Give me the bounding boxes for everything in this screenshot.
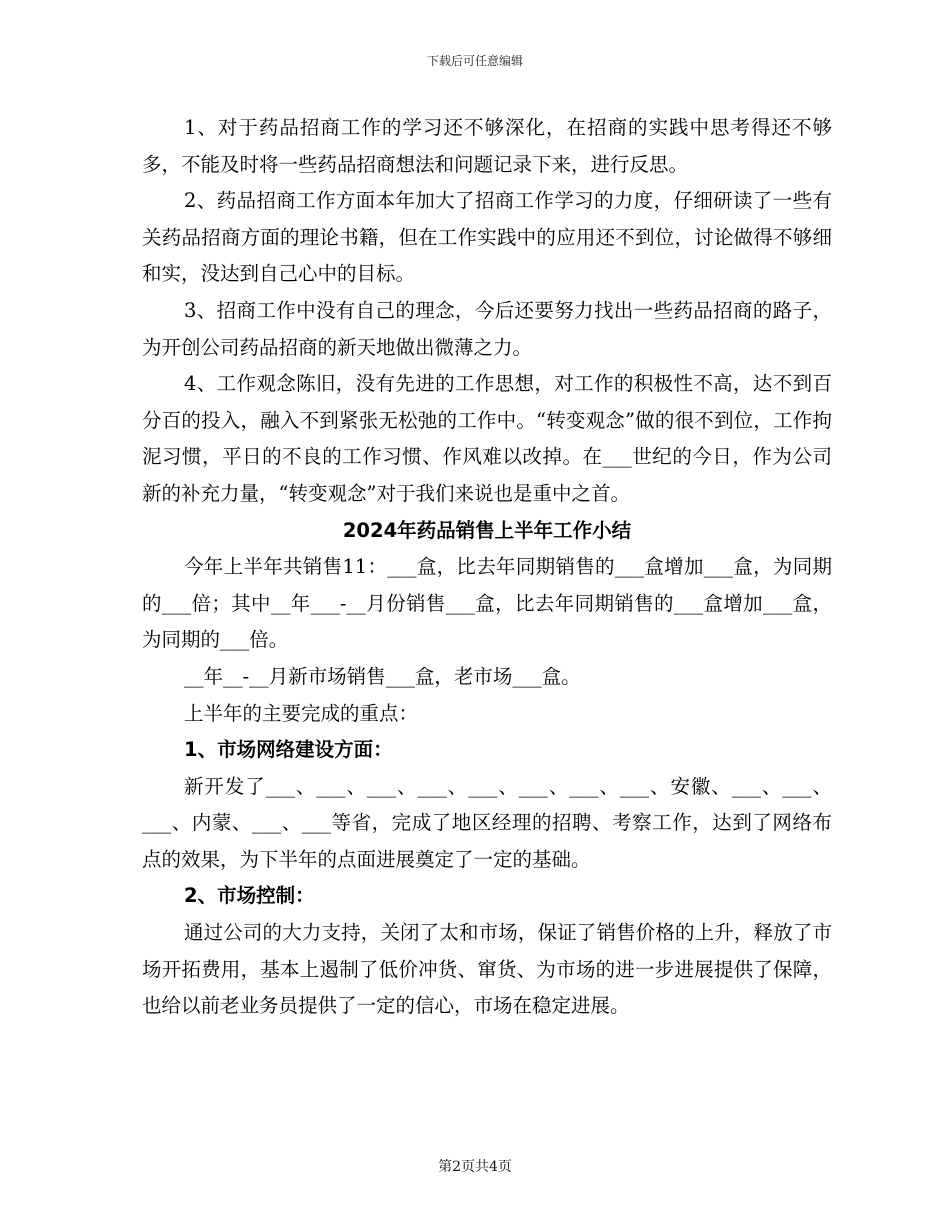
document-body <box>142 110 832 1025</box>
market-paragraph: __年__-__月新市场销售___盒，老市场___盒。 <box>184 664 581 688</box>
section1-heading: 1、市场网络建设方面： <box>184 738 393 762</box>
section-title: 2024年药品销售上半年工作小结 <box>342 518 632 542</box>
section1-body: 新开发了___、___、___、___、___、___、___、___、安徽、___、___、___、内蒙、___、___等省，完成了地区经理的招聘、考察工作，达到了网络布点的效果，为下半年的点面进展奠定了一定的基础。 <box>142 774 832 871</box>
sales-paragraph: 今年上半年共销售11：___盒，比去年同期销售的___盒增加___盒，为同期的___倍；其中__年___-__月份销售___盒，比去年同期销售的___盒增加___盒，为同期的___倍。 <box>142 555 832 652</box>
section2-heading: 2、市场控制： <box>184 884 315 908</box>
page-header: 下载后可任意编辑 <box>426 54 523 68</box>
focus-intro: 上半年的主要完成的重点： <box>184 701 419 725</box>
paragraph-item-4: 4、工作观念陈旧，没有先进的工作思想，对工作的积极性不高，达不到百分百的投入，融入不到紧张无松弛的工作中。“转变观念”做的很不到位，工作拘泥习惯，平日的不良的工作习惯、作风难以改掉。在___世纪的今日，作为公司新的补充力量，“转变观念”对于我们来说也是重中之首。 <box>142 372 832 505</box>
paragraph-item-2: 2、药品招商工作方面本年加大了招商工作学习的力度，仔细研读了一些有关药品招商方面的理论书籍，但在工作实践中的应用还不到位，讨论做得不够细和实，没达到自己心中的目标。 <box>142 189 832 286</box>
paragraph-item-3: 3、招商工作中没有自己的理念，今后还要努力找出一些药品招商的路子，为开创公司药品招商的新天地做出微薄之力。 <box>142 298 832 359</box>
page-footer: 第2页共4页 <box>438 1159 512 1175</box>
section2-body: 通过公司的大力支持，关闭了太和市场，保证了销售价格的上升，释放了市场开拓费用，基本上遏制了低价冲货、窜货、为市场的进一步进展提供了保障，也给以前老业务员提供了一定的信心，市场在稳定进展。 <box>142 921 832 1018</box>
paragraph-item-1: 1、对于药品招商工作的学习还不够深化，在招商的实践中思考得还不够多，不能及时将一些药品招商想法和问题记录下来，进行反思。 <box>142 116 832 176</box>
